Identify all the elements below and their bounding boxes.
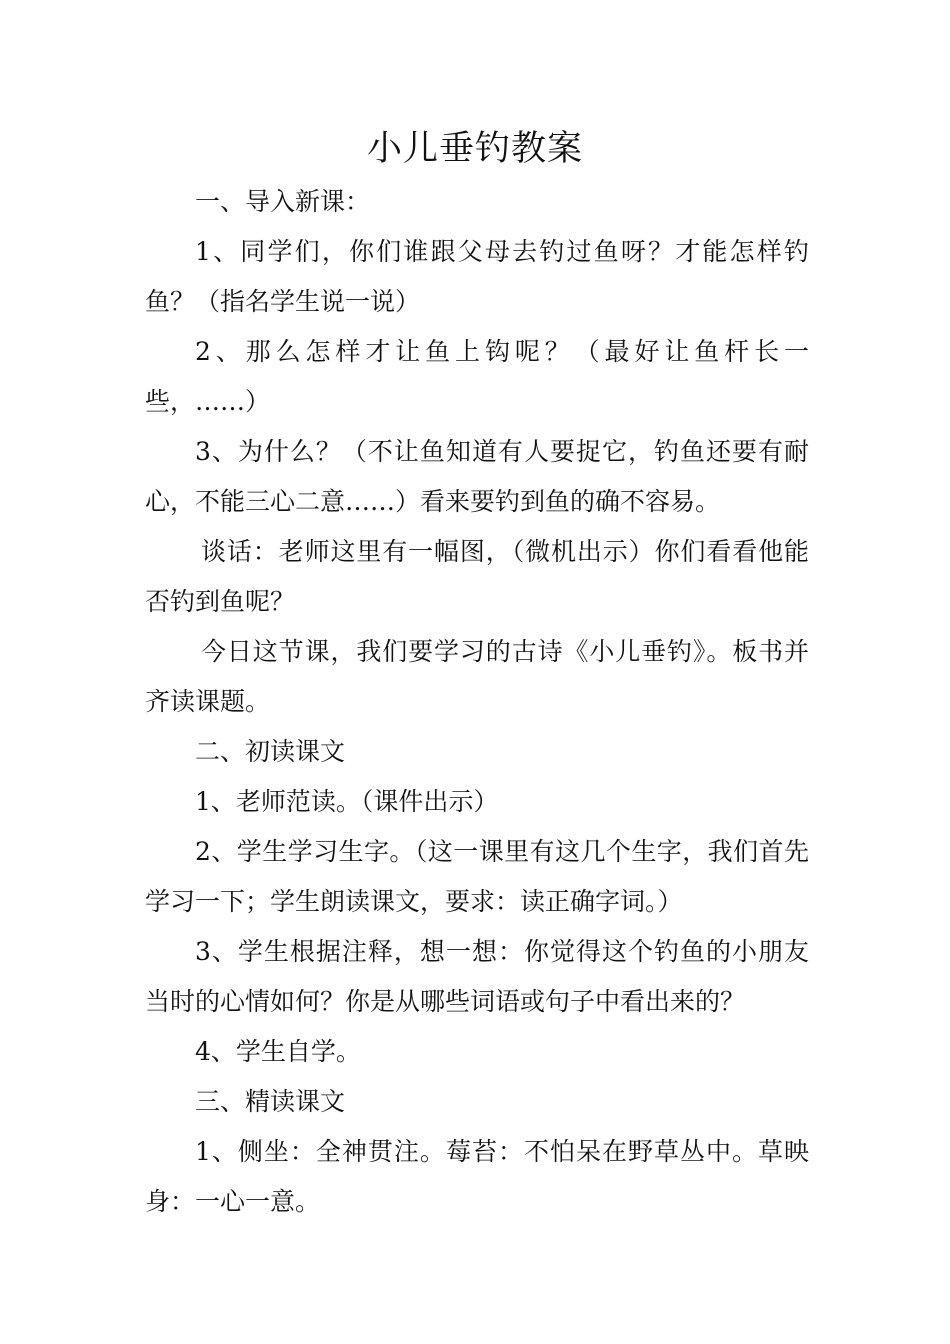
document-body	[145, 177, 809, 1227]
paragraph-word-meanings: 1、侧坐：全神贯注。莓苔：不怕呆在野草丛中。草映身：一心一意。	[145, 1137, 809, 1216]
document-title: 小儿垂钓教案	[366, 129, 583, 169]
section-heading-first-reading: 二、初读课文	[195, 737, 346, 766]
paragraph-question-1: 1、同学们，你们谁跟父母去钓过鱼呀？才能怎样钓鱼？（指名学生说一说）	[145, 237, 809, 316]
paragraph-talk: 谈话：老师这里有一幅图，（微机出示）你们看看他能否钓到鱼呢？	[145, 537, 809, 616]
paragraph-teacher-reading: 1、老师范读。（课件出示）	[195, 787, 499, 816]
section-heading-close-reading: 三、精读课文	[195, 1087, 346, 1116]
paragraph-self-study: 4、学生自学。	[195, 1037, 361, 1066]
section-heading-intro: 一、导入新课：	[195, 187, 371, 216]
paragraph-today-lesson: 今日这节课，我们要学习的古诗《小儿垂钓》。板书并齐读课题。	[145, 637, 809, 716]
paragraph-question-3: 3、为什么？（不让鱼知道有人要捉它，钓鱼还要有耐心，不能三心二意……）看来要钓到鱼的确不容易。	[145, 437, 809, 516]
paragraph-annotations: 3、学生根据注释，想一想：你觉得这个钓鱼的小朋友当时的心情如何？你是从哪些词语或句子中看出来的？	[145, 937, 809, 1016]
paragraph-question-2: 2、那么怎样才让鱼上钩呢？（最好让鱼杆长一些，……）	[145, 337, 809, 416]
paragraph-new-characters: 2、学生学习生字。（这一课里有这几个生字，我们首先学习一下；学生朗读课文，要求：读正确字词。）	[145, 837, 809, 916]
